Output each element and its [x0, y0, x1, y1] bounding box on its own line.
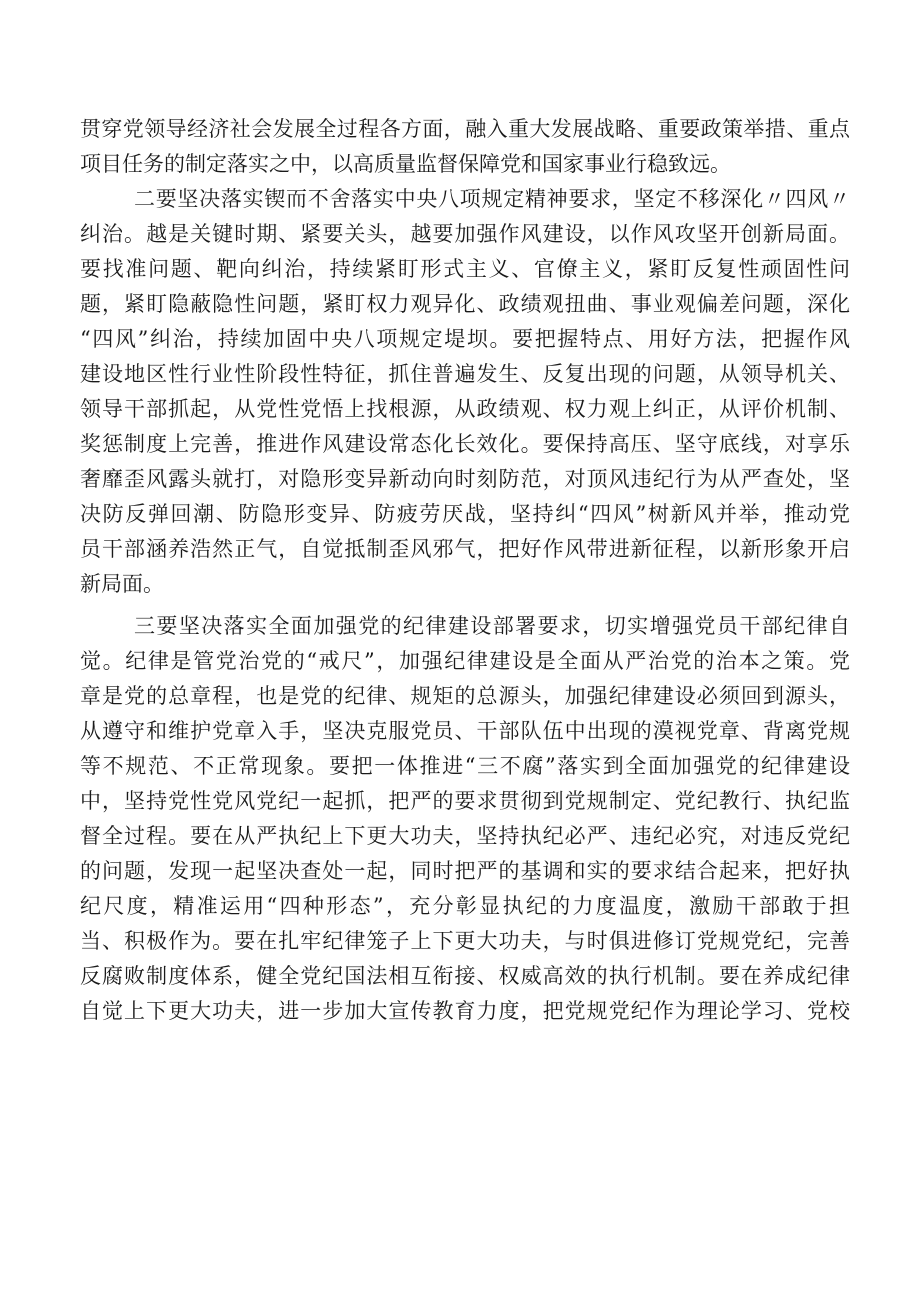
document-body	[80, 112, 850, 1029]
paragraph-item-2	[80, 182, 850, 602]
text-line: 项目任务的制定落实之中，以高质量监督保障党和国家事业行稳致远。	[80, 152, 731, 176]
text-line: 建设地区性行业性阶段性特征，抓住普遍发生、反复出现的问题，从领导机关、	[80, 362, 850, 386]
text-line: 的问题，发现一起坚决查处一起，同时把严的基调和实的要求结合起来，把好执	[80, 859, 850, 883]
text-line: 奖惩制度上完善，推进作风建设常态化长效化。要保持高压、坚守底线，对享乐	[80, 432, 850, 456]
text-line: 三要坚决落实全面加强党的纪律建设部署要求，切实增强党员干部纪律自	[134, 614, 850, 638]
text-line: 中，坚持党性党风党纪一起抓，把严的要求贯彻到党规制定、党纪教行、执纪监	[80, 789, 850, 813]
text-line: 二要坚决落实锲而不舍落实中央八项规定精神要求，坚定不移深化〃四风〃	[134, 187, 850, 211]
text-line: 员干部涵养浩然正气，自觉抵制歪风邪气，把好作风带进新征程，以新形象开启	[80, 537, 850, 561]
text-line: 新局面。	[80, 572, 164, 596]
paragraph-continuation	[80, 112, 850, 182]
text-line: 当、积极作为。要在扎牢纪律笼子上下更大功夫，与时俱进修订党规党纪，完善	[80, 929, 850, 953]
text-line: 章是党的总章程，也是党的纪律、规矩的总源头，加强纪律建设必须回到源头，	[80, 684, 850, 708]
text-line: 要找准问题、靶向纠治，持续紧盯形式主义、官僚主义，紧盯反复性顽固性问	[80, 257, 850, 281]
text-line: 领导干部抓起，从党性党悟上找根源，从政绩观、权力观上纠正，从评价机制、	[80, 397, 850, 421]
text-line: 纪尺度，精准运用“四种形态”，充分彰显执纪的力度温度，激励干部敢于担	[80, 894, 850, 918]
text-line: 奢靡歪风露头就打，对隐形变异新动向时刻防范，对顶风违纪行为从严查处，坚	[80, 467, 850, 491]
text-line: 等不规范、不正常现象。要把一体推进“三不腐”落实到全面加强党的纪律建设	[80, 754, 850, 778]
text-line: 决防反弹回潮、防隐形变异、防疲劳厌战，坚持纠“四风”树新风并举，推动党	[80, 502, 850, 526]
text-line: 督全过程。要在从严执纪上下更大功夫，坚持执纪必严、违纪必究，对违反党纪	[80, 824, 850, 848]
text-line: 自觉上下更大功夫，进一步加大宣传教育力度，把党规党纪作为理论学习、党校	[80, 999, 850, 1023]
text-line: “四风”纠治，持续加固中央八项规定堤坝。要把握特点、用好方法，把握作风	[80, 327, 850, 351]
text-line: 觉。纪律是管党治党的“戒尺”，加强纪律建设是全面从严治党的治本之策。党	[80, 649, 850, 673]
text-line: 贯穿党领导经济社会发展全过程各方面，融入重大发展战略、重要政策举措、重点	[80, 117, 850, 141]
paragraph-gap	[80, 602, 850, 609]
text-line: 题，紧盯隐蔽隐性问题，紧盯权力观异化、政绩观扭曲、事业观偏差问题，深化	[80, 292, 850, 316]
paragraph-item-3	[80, 609, 850, 1029]
text-line: 反腐败制度体系，健全党纪国法相互衔接、权威高效的执行机制。要在养成纪律	[80, 964, 850, 988]
text-line: 纠治。越是关键时期、紧要关头，越要加强作风建设，以作风攻坚开创新局面。	[80, 222, 850, 246]
text-line: 从遵守和维护党章入手，坚决克服党员、干部队伍中出现的漠视党章、背离党规	[80, 719, 850, 743]
